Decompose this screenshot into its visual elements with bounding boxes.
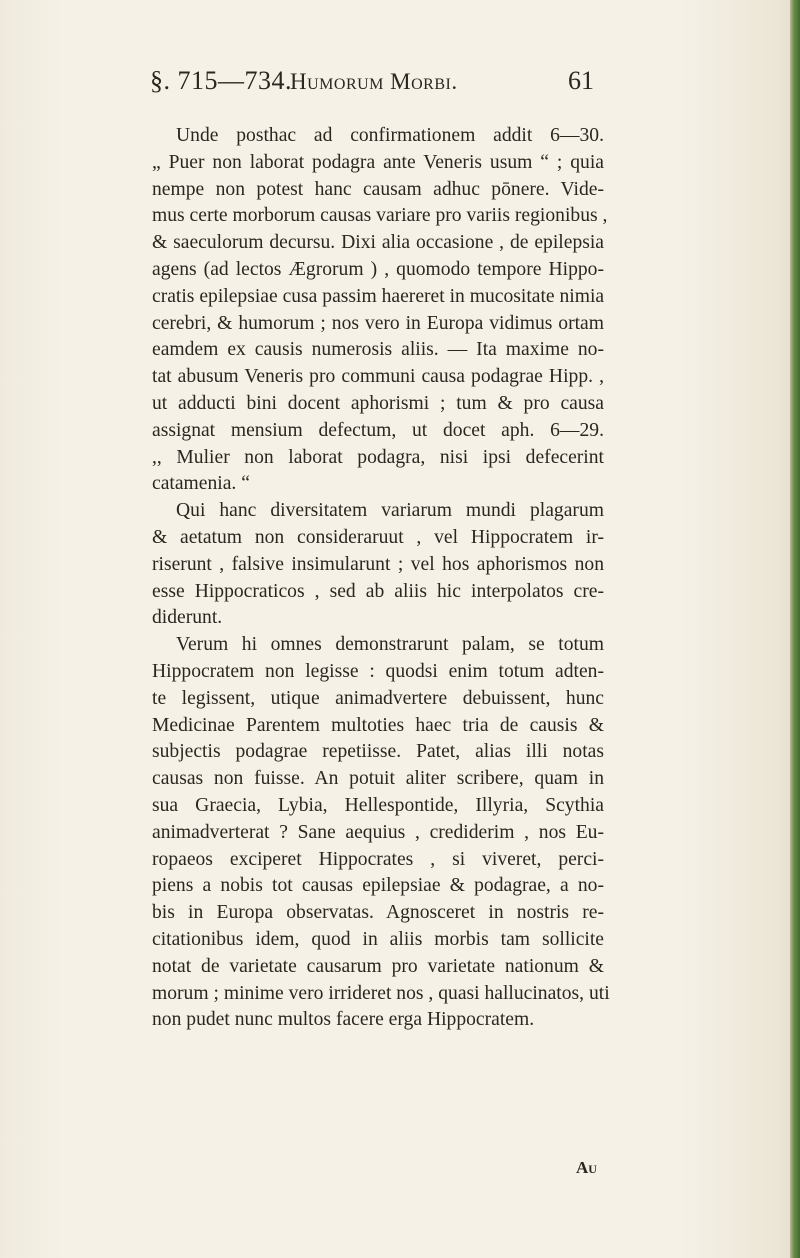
text-line: esse Hippocraticos , sed ab aliis hic interpolatos cre- <box>152 580 604 602</box>
text-line: causas non fuisse. An potuit aliter scribere, quam in <box>152 768 604 790</box>
text-line: tat abusum Veneris pro communi causa podagrae Hipp. , <box>152 366 604 388</box>
text-line: Qui hanc diversitatem variarum mundi plagarum <box>176 500 604 522</box>
text-line: morum ; minime vero irrideret nos , quasi hallucinatos, uti <box>152 982 610 1004</box>
body-text <box>152 123 610 1034</box>
text-line: & aetatum non consideraruut , vel Hippocratem ir- <box>152 526 604 548</box>
catchword: Au <box>576 1158 597 1177</box>
text-line: assignat mensium defectum, ut docet aph. 6—29. <box>152 419 604 441</box>
text-line: cratis epilepsiae cusa passim haereret in mucositate nimia <box>152 285 605 307</box>
text-line: eamdem ex causis numerosis aliis. — Ita maxime no- <box>152 339 604 361</box>
text-line: animadverterat ? Sane aequius , crediderim , nos Eu- <box>152 821 604 843</box>
text-line: Hippocratem non legisse : quodsi enim totum adten- <box>152 660 604 682</box>
text-line: ,, Mulier non laborat podagra, nisi ipsi defecerint <box>152 446 604 468</box>
text-line: bis in Europa observatas. Agnosceret in nostris re- <box>152 902 604 924</box>
running-title: Humorum Morbi. <box>290 69 458 94</box>
text-line: ut adducti bini docent aphorismi ; tum & pro causa <box>152 392 604 414</box>
text-line: cerebri, & humorum ; nos vero in Europa vidimus ortam <box>152 312 604 334</box>
page-number: 61 <box>568 66 594 95</box>
text-line: „ Puer non laborat podagra ante Veneris usum “ ; quia <box>152 151 604 173</box>
text-line: Unde posthac ad confirmationem addit 6—30. <box>176 125 604 146</box>
text-line: non pudet nunc multos facere erga Hippocratem. <box>152 1009 535 1031</box>
text-line: catamenia. “ <box>152 473 250 495</box>
text-line: ropaeos exciperet Hippocrates , si viveret, perci- <box>152 848 604 870</box>
text-line: agens (ad lectos Ægrorum ) , quomodo tempore Hippo- <box>152 258 604 280</box>
text-line: mus certe morborum causas variare pro variis regionibus , <box>152 205 608 227</box>
text-line: te legissent, utique animadvertere debuissent, hunc <box>152 687 604 709</box>
text-line: piens a nobis tot causas epilepsiae & podagrae, a no- <box>152 875 604 897</box>
running-header <box>150 66 600 106</box>
text-line: notat de varietate causarum pro varietate nationum & <box>152 955 604 977</box>
text-line: subjectis podagrae repetiisse. Patet, alias illi notas <box>152 741 604 763</box>
page-edge <box>790 0 800 1258</box>
text-line: Verum hi omnes demonstrarunt palam, se totum <box>176 634 604 656</box>
text-line: diderunt. <box>152 607 223 629</box>
text-line: citationibus idem, quod in aliis morbis tam sollicite <box>152 928 604 950</box>
text-line: riserunt , falsive insimularunt ; vel hos aphorismos non <box>152 553 604 575</box>
text-line: & saeculorum decursu. Dixi alia occasione , de epilepsia <box>152 232 604 254</box>
text-line: nempe non potest hanc causam adhuc pōnere. Vide- <box>152 178 604 200</box>
text-line: Medicinae Parentem multoties haec tria de causis & <box>152 714 604 736</box>
section-range: §. 715—734. <box>150 66 292 95</box>
text-line: sua Graecia, Lybia, Hellespontide, Illyria, Scythia <box>152 794 604 816</box>
